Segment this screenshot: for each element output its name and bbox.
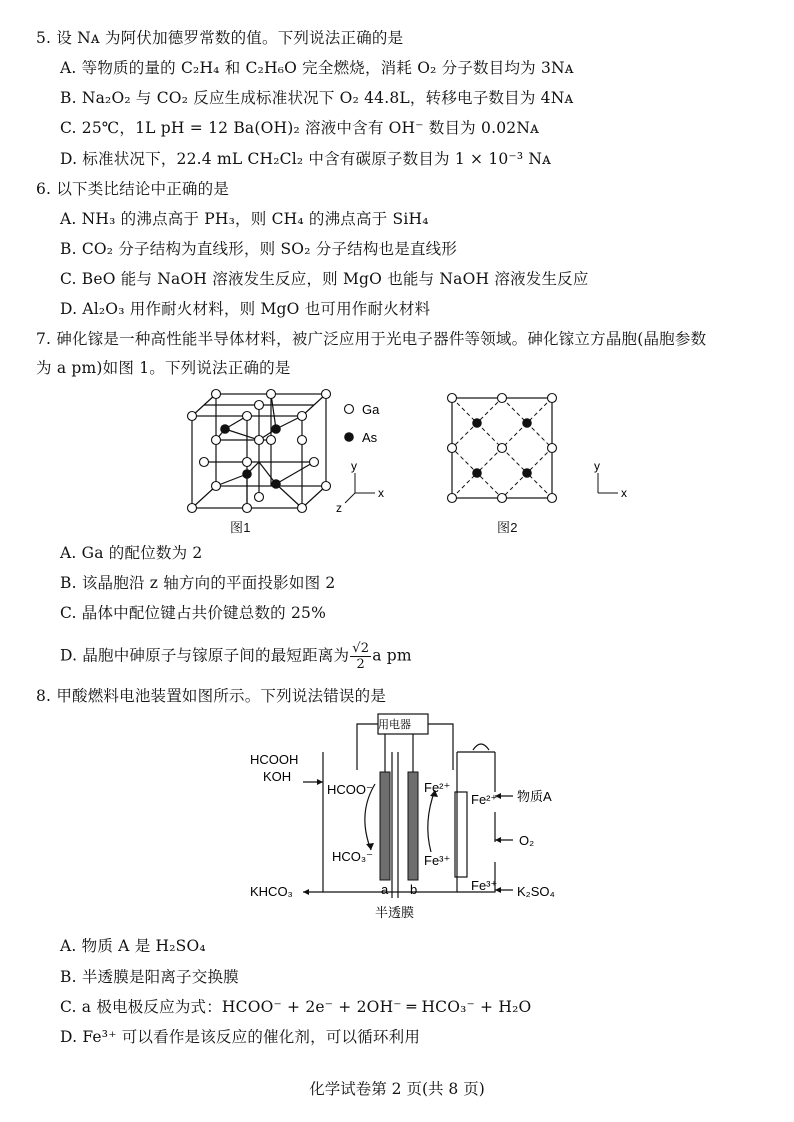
fig1-caption: 图1 — [230, 520, 251, 535]
q5-stem: 5. 设 Nᴀ 为阿伏加德罗常数的值。下列说法正确的是 — [36, 29, 404, 47]
electrode-a-label: a — [381, 882, 389, 897]
figure-1-unit-cell — [180, 388, 420, 533]
inlet-koh: KOH — [263, 769, 292, 784]
q7-option-c: C. 晶体中配位键占共价键总数的 25% — [60, 604, 327, 622]
q5-option-b: B. Na₂O₂ 与 CO₂ 反应生成标准状况下 O₂ 44.8L，转移电子数目为 4Nᴀ — [60, 89, 574, 107]
label-fe3-outer: Fe³⁺ — [471, 878, 498, 893]
q8-option-b: B. 半透膜是阳离子交换膜 — [60, 968, 239, 986]
fig1-axis-z: z — [336, 501, 342, 515]
q5-option-c: C. 25℃，1L pH = 12 Ba(OH)₂ 溶液中含有 OH⁻ 数目为 0.02Nᴀ — [60, 119, 540, 137]
q6-stem: 6. 以下类比结论中正确的是 — [36, 180, 230, 198]
label-substance-a: 物质A — [517, 789, 552, 804]
fig1-axis-y: y — [351, 459, 357, 473]
q5-option-a: A. 等物质的量的 C₂H₄ 和 C₂H₆O 完全燃烧，消耗 O₂ 分子数目均为 3Nᴀ — [60, 59, 574, 77]
q6-option-c: C. BeO 能与 NaOH 溶液发生反应，则 MgO 也能与 NaOH 溶液发生反应 — [60, 270, 589, 288]
inlet-hcooh: HCOOH — [250, 752, 299, 767]
q8-option-d: D. Fe³⁺ 可以看作是该反应的催化剂，可以循环利用 — [60, 1028, 421, 1046]
membrane-label: 半透膜 — [375, 905, 415, 920]
q5-option-d: D. 标准状况下，22.4 mL CH₂Cl₂ 中含有碳原子数目为 1 × 10⁻³ Nᴀ — [60, 150, 552, 168]
legend-as-label: As — [362, 430, 378, 445]
label-hco3: HCO₃⁻ — [332, 849, 374, 864]
outlet-khco3: KHCO₃ — [250, 884, 293, 899]
q7-option-b: B. 该晶胞沿 z 轴方向的平面投影如图 2 — [60, 574, 336, 592]
q7-option-d — [60, 641, 412, 672]
fig2-axis-y: y — [594, 459, 600, 473]
label-hcoo: HCOO⁻ — [327, 782, 373, 797]
label-fe2-outer: Fe²⁺ — [471, 792, 498, 807]
figure-fuel-cell — [245, 712, 575, 927]
q7-option-d-suffix: a pm — [372, 646, 412, 665]
q7-stem-line1: 7. 砷化镓是一种高性能半导体材料，被广泛应用于光电子器件等领域。砷化镓立方晶胞(晶胞参数 — [36, 330, 707, 348]
appliance-label: 用电器 — [378, 719, 411, 731]
q8-stem: 8. 甲酸燃料电池装置如图所示。下列说法错误的是 — [36, 687, 387, 705]
q6-option-d: D. Al₂O₃ 用作耐火材料，则 MgO 也可用作耐火材料 — [60, 300, 431, 318]
fig2-axis-x: x — [621, 486, 627, 500]
q8-option-a: A. 物质 A 是 H₂SO₄ — [60, 937, 206, 955]
electrode-b-label: b — [410, 882, 418, 897]
q7-option-a: A. Ga 的配位数为 2 — [60, 544, 203, 562]
legend-ga-label: Ga — [362, 402, 380, 417]
label-fe3-inner: Fe³⁺ — [424, 853, 451, 868]
fraction-denominator: 2 — [356, 657, 365, 672]
figure-2-projection — [440, 390, 640, 510]
label-o2: O₂ — [519, 833, 535, 848]
sqrt2-over-2-fraction — [350, 641, 371, 672]
q7-option-d-prefix: D. 晶胞中砷原子与镓原子间的最短距离为 — [60, 646, 350, 665]
fig2-caption: 图2 — [497, 520, 518, 535]
outlet-k2so4: K₂SO₄ — [517, 884, 555, 899]
q6-option-b: B. CO₂ 分子结构为直线形，则 SO₂ 分子结构也是直线形 — [60, 240, 458, 258]
fig1-axis-x: x — [378, 486, 384, 500]
fraction-numerator: √2 — [352, 641, 370, 656]
q7-stem-line2: 为 a pm)如图 1。下列说法正确的是 — [36, 359, 291, 377]
page-footer: 化学试卷第 2 页(共 8 页) — [309, 1080, 485, 1098]
q8-option-c: C. a 极电极反应为式：HCOO⁻ + 2e⁻ + 2OH⁻ ═ HCO₃⁻ + H₂O — [60, 998, 532, 1016]
q6-option-a: A. NH₃ 的沸点高于 PH₃，则 CH₄ 的沸点高于 SiH₄ — [60, 210, 429, 228]
label-fe2-inner: Fe²⁺ — [424, 780, 451, 795]
